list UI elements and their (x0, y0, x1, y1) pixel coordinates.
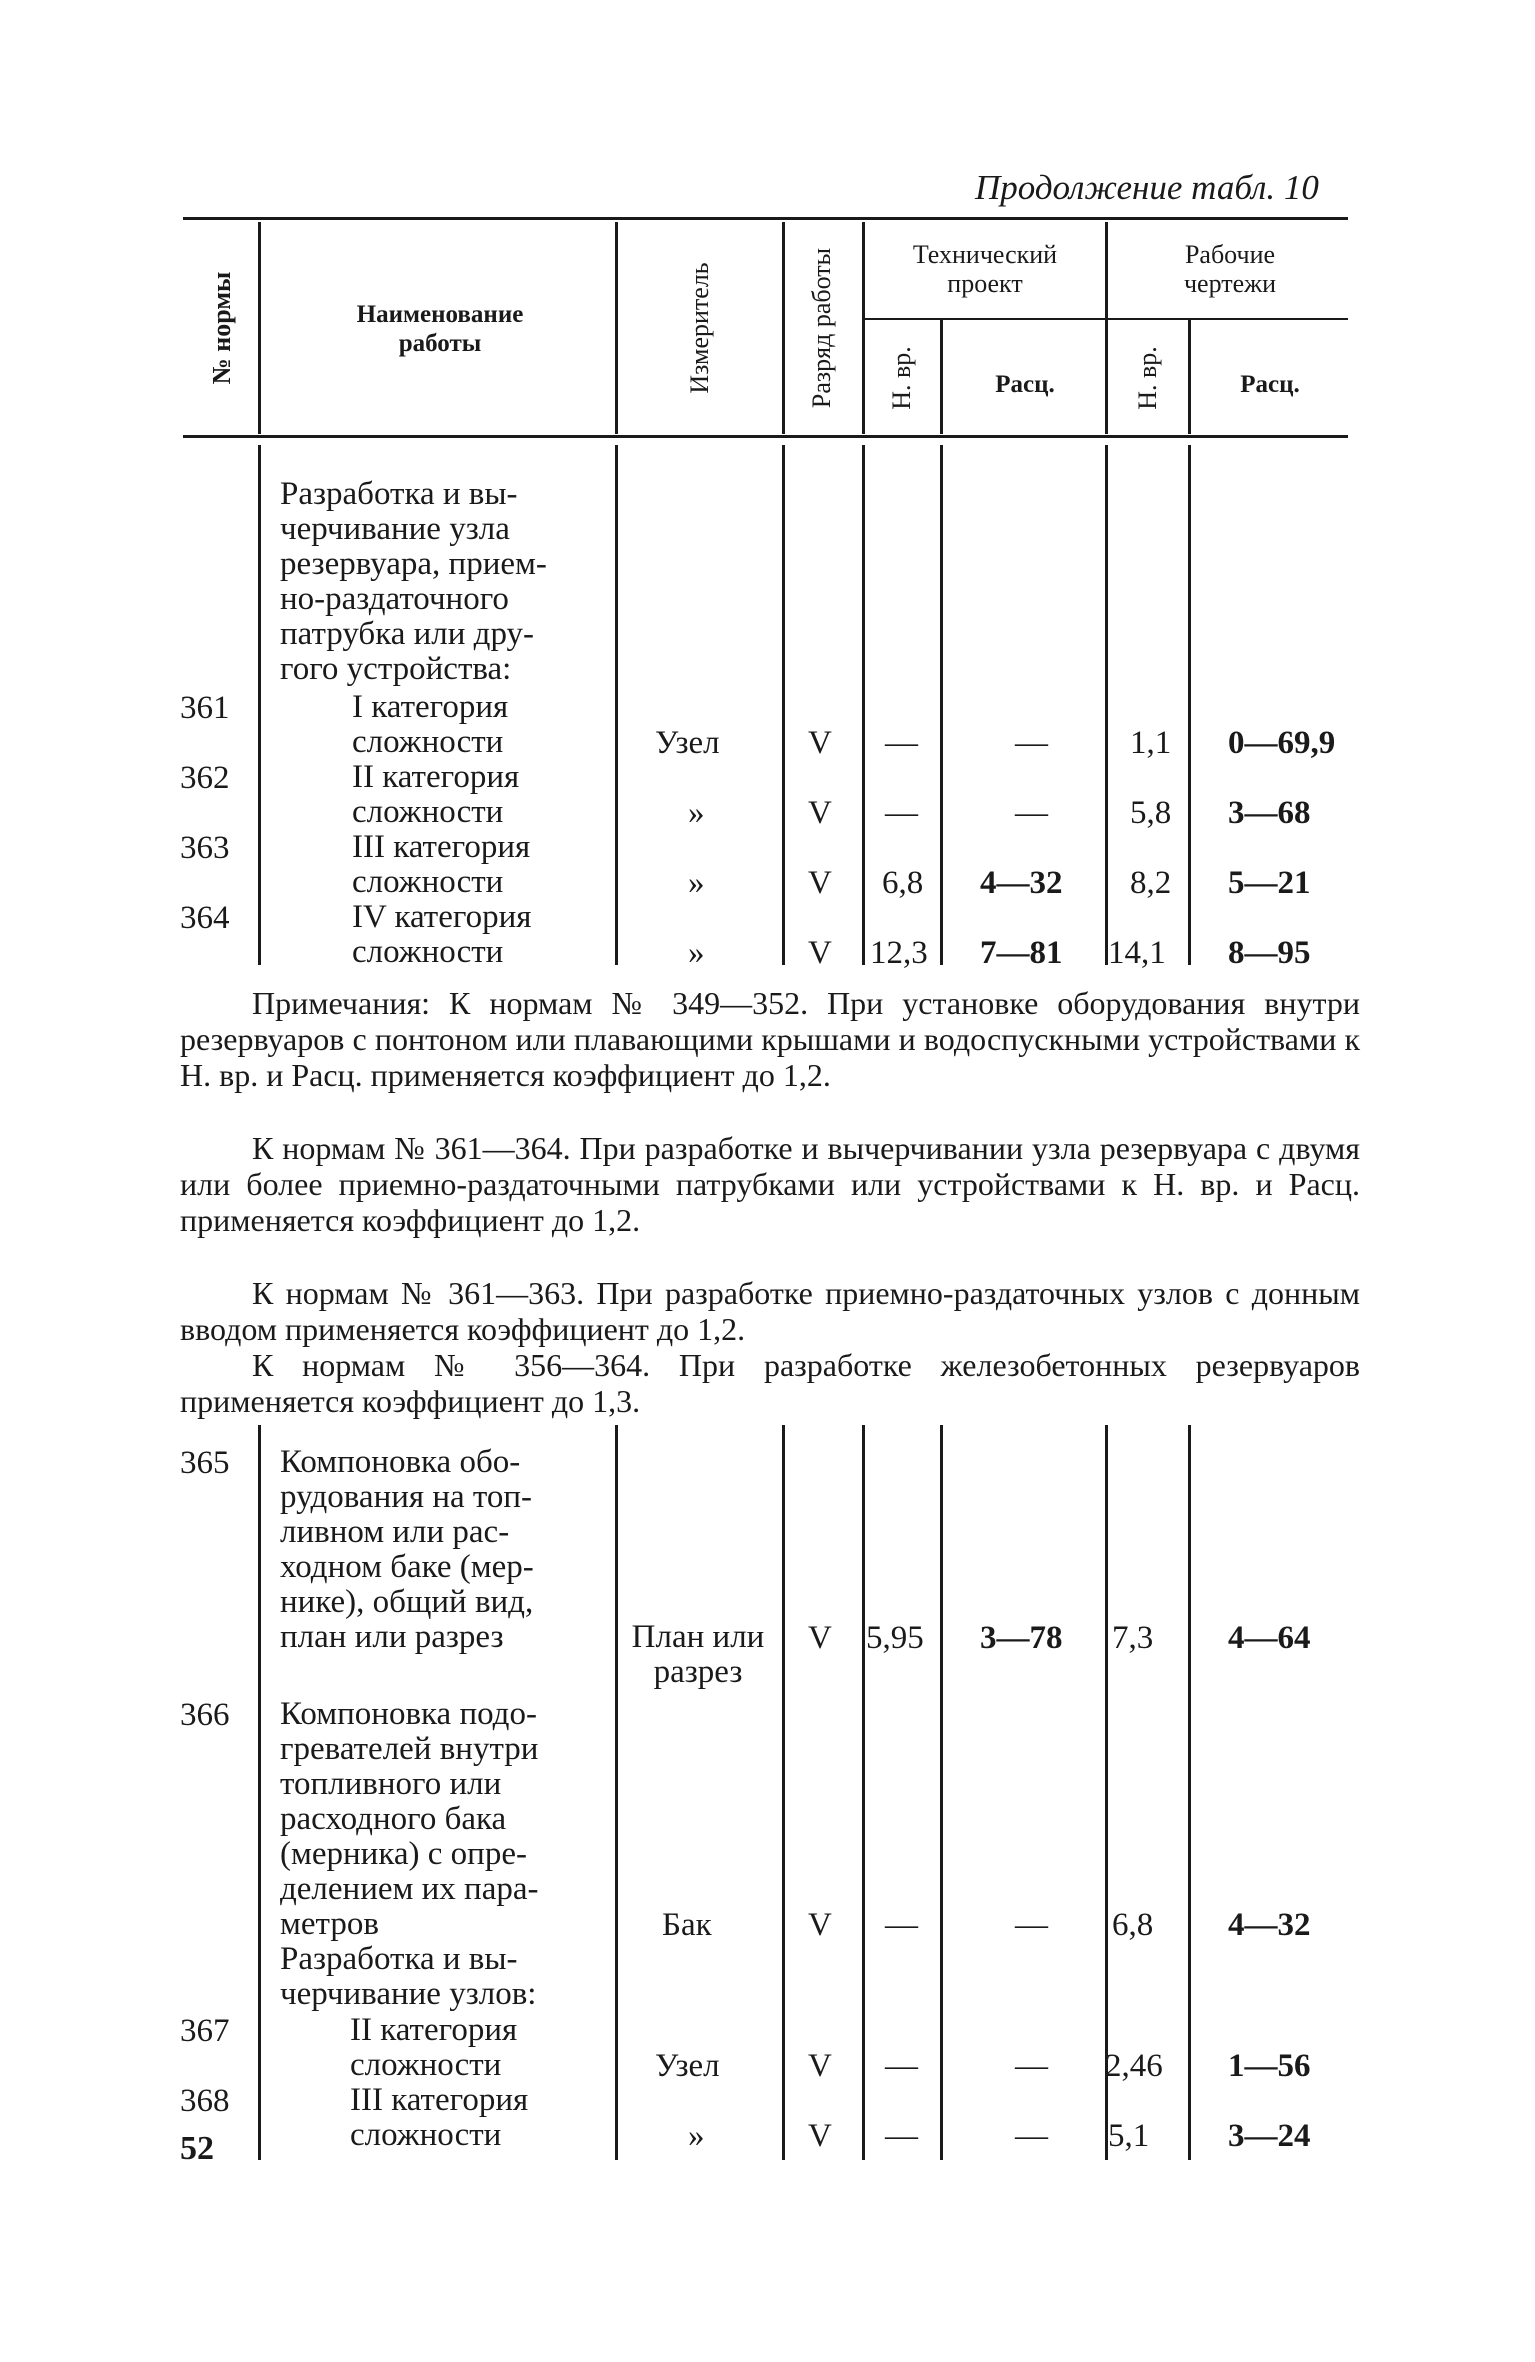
grade-cell: V (808, 865, 832, 901)
header-tp-rate: Расц. (995, 371, 1055, 398)
body-vline (1188, 1425, 1191, 2160)
wd-hours-cell: 14,1 (1108, 935, 1166, 971)
tp-rate-cell: — (1015, 725, 1048, 761)
header-vline (940, 320, 943, 434)
wd-rate-cell: 8—95 (1228, 935, 1311, 971)
page-number: 52 (180, 2130, 214, 2167)
body-vline (940, 445, 943, 965)
wd-rate-cell: 3—24 (1228, 2118, 1311, 2154)
tp-rate-cell: — (1015, 795, 1048, 831)
grade-cell: V (808, 1907, 832, 1943)
unit-cell: Узел (655, 725, 720, 761)
unit-cell: Бак (662, 1907, 712, 1943)
wd-rate-cell: 5—21 (1228, 865, 1311, 901)
body-vline (862, 1425, 865, 2160)
tp-rate-cell: 4—32 (980, 865, 1063, 901)
wd-hours-cell: 2,46 (1105, 2048, 1163, 2084)
body-vline (615, 1425, 618, 2160)
body-vline (1105, 445, 1108, 965)
tp-rate-cell: — (1015, 2118, 1048, 2154)
body-vline (782, 1425, 785, 2160)
tp-rate-cell: — (1015, 2048, 1048, 2084)
header-vline (1105, 222, 1108, 434)
note-paragraph: К нормам № 356—364. При разработке железобетонных резервуаров применяется коэффициент до 1,3. (180, 1347, 1360, 1419)
tp-rate-cell: 3—78 (980, 1620, 1063, 1656)
norm-number: 368 (180, 2083, 230, 2119)
work-name: II категория сложности (352, 759, 520, 830)
wd-hours-cell: 5,1 (1108, 2118, 1150, 2154)
tp-hours-cell: 6,8 (882, 865, 924, 901)
header-vline (1188, 320, 1191, 434)
note-paragraph: К нормам № 361—363. При разработке приемно-раздаточных узлов с донным вводом применяется коэффициент до 1,2. (180, 1275, 1360, 1347)
grade-cell: V (808, 2048, 832, 2084)
note-paragraph: К нормам № 361—364. При разработке и вычерчивании узла резервуара с двумя или более приемно-раздаточными патрубками или устройствами к Н. вр. и Расц. применяется коэффициент до 1,2. (180, 1130, 1360, 1238)
body-vline (258, 1425, 261, 2160)
body-vline (940, 1425, 943, 2160)
work-name: III категория сложности (350, 2082, 529, 2153)
wd-hours-cell: 7,3 (1112, 1620, 1154, 1656)
tp-hours-cell: 5,95 (866, 1620, 924, 1656)
grade-cell: V (808, 725, 832, 761)
work-name: I категория сложности (352, 689, 509, 760)
header-tech-project: Технический проект (912, 240, 1058, 298)
tp-hours-cell: — (885, 725, 918, 761)
body-vline (258, 445, 261, 965)
work-name: II категория сложности (350, 2012, 518, 2083)
norm-number: 366 (180, 1697, 230, 1733)
grade-cell: V (808, 1620, 832, 1656)
unit-cell: » (688, 2118, 705, 2154)
work-name: IV категория сложности (352, 899, 532, 970)
tp-hours-cell: — (885, 1907, 918, 1943)
wd-rate-cell: 3—68 (1228, 795, 1311, 831)
header-vline (258, 222, 261, 434)
norm-number: 361 (180, 690, 230, 726)
tp-hours-cell: — (885, 2048, 918, 2084)
header-working-drawings: Рабочие чертежи (1183, 240, 1277, 298)
wd-rate-cell: 4—32 (1228, 1907, 1311, 1943)
norm-number: 362 (180, 760, 230, 796)
work-name: Компоновка обо- рудования на топ- ливном или рас- ходном баке (мер- нике), общий вид, план или разрез (280, 1444, 534, 1655)
wd-hours-cell: 1,1 (1130, 725, 1172, 761)
norm-number: 365 (180, 1445, 230, 1481)
group1-intro: Разработка и вы- черчивание узла резервуара, прием- но-раздаточного патрубка или дру- гого устройства: (280, 476, 547, 687)
body-vline (1188, 445, 1191, 965)
grade-cell: V (808, 795, 832, 831)
wd-rate-cell: 0—69,9 (1228, 725, 1336, 761)
wd-rate-cell: 1—56 (1228, 2048, 1311, 2084)
unit-cell: » (688, 795, 705, 831)
tp-hours-cell: — (885, 795, 918, 831)
norm-number: 367 (180, 2013, 230, 2049)
header-vline (782, 222, 785, 434)
unit-cell: План или разрез (631, 1619, 765, 1690)
header-wd-rate: Расц. (1240, 371, 1300, 398)
grade-cell: V (808, 935, 832, 971)
tp-rate-cell: 7—81 (980, 935, 1063, 971)
header-work-name: Наименование работы (356, 301, 524, 357)
table-caption: Продолжение табл. 10 (975, 168, 1319, 207)
header-unit: Измеритель (685, 262, 714, 394)
header-vline (615, 222, 618, 434)
body-vline (615, 445, 618, 965)
body-vline (782, 445, 785, 965)
work-name: III категория сложности (352, 829, 531, 900)
header-bottom-rule (183, 435, 1348, 438)
wd-hours-cell: 6,8 (1112, 1907, 1154, 1943)
wd-rate-cell: 4—64 (1228, 1620, 1311, 1656)
tp-hours-cell: — (885, 2118, 918, 2154)
norm-number: 363 (180, 830, 230, 866)
note-paragraph: Примечания: К нормам № 349—352. При установке оборудования внутри резервуаров с понтоном или плавающими крышами и водоспускными устройствами к Н. вр. и Расц. применяется коэффициент до 1,2. (180, 985, 1360, 1093)
unit-cell: » (688, 935, 705, 971)
header-grade: Разряд работы (807, 247, 836, 409)
header-wd-hours: Н. вр. (1133, 346, 1162, 410)
grade-cell: V (808, 2118, 832, 2154)
tp-hours-cell: 12,3 (870, 935, 928, 971)
unit-cell: Узел (655, 2048, 720, 2084)
header-norm-no: № нормы (207, 271, 236, 385)
header-tp-hours: Н. вр. (887, 346, 916, 410)
header-vline (862, 222, 865, 434)
unit-cell: » (688, 865, 705, 901)
tp-rate-cell: — (1015, 1907, 1048, 1943)
group3-intro: Разработка и вы- черчивание узлов: (280, 1941, 537, 2012)
body-vline (862, 445, 865, 965)
norm-number: 364 (180, 900, 230, 936)
wd-hours-cell: 8,2 (1130, 865, 1172, 901)
work-name: Компоновка подо- гревателей внутри топливного или расходного бака (мерника) с опре- делением их пара- метров (280, 1696, 539, 1942)
header-top-rule (183, 217, 1348, 220)
wd-hours-cell: 5,8 (1130, 795, 1172, 831)
